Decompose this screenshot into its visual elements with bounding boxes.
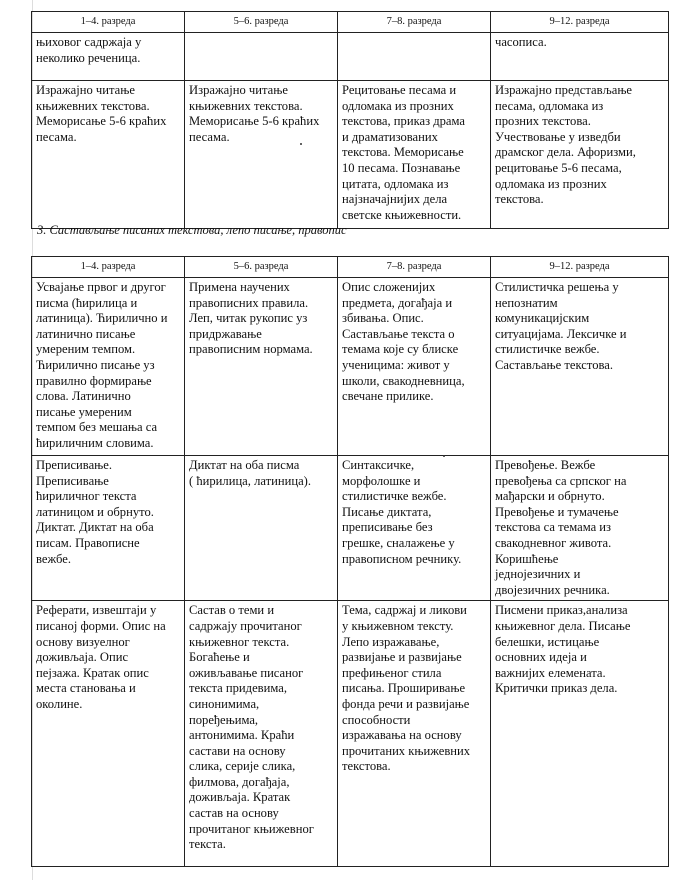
header-grades-1-4: 1–4. разреда (32, 257, 185, 278)
table-cell: Стилистичка решења у непознатим комуникацијским ситуацијама. Лексичке и стилистичке вежбе. Састављање текстова. (491, 278, 669, 456)
table-cell: Усвајање првог и другог писма (ћирилица и латиница). Ћирилично и латинично писање умереним темпом. Ћирилично писање уз правилно формирање слова. Латинично писање умереним темпом без мешања са ћириличним словима. (32, 278, 185, 456)
table-cell: часописа. (491, 33, 669, 81)
reading-table (31, 11, 669, 229)
table-cell: њиховог садржаја у неколико реченица. (32, 33, 185, 81)
table-row (32, 81, 669, 229)
table-row (32, 33, 669, 81)
header-grades-5-6: 5–6. разреда (185, 12, 338, 33)
header-grades-1-4: 1–4. разреда (32, 12, 185, 33)
table-cell: Опис сложенијих предмета, догађаја и збивања. Опис. Састављање текста о темама које су блиске ученицима: живот у школи, свакодневница, свечане прилике. (338, 278, 491, 456)
table-cell: Примена научених правописних правила. Леп, читак рукопис уз придржавање правописним нормама. (185, 278, 338, 456)
table-header-row (32, 12, 669, 33)
table-cell (338, 33, 491, 81)
table-cell: Реферати, извештаји у писаној форми. Опис на основу визуелног доживљаја. Опис пејзажа. Кратак опис места становања и околине. (32, 601, 185, 867)
table-cell: Синтаксичке, морфолошке и стилистичке вежбе. Писање диктата, преписивање без грешке, сналажење у правописном речнику. (338, 456, 491, 601)
table-cell: Састав о теми и садржају прочитаног књижевног текста. Богаћење и оживљавање писаног текста придевима, синонимима, поређењима, антонимима. Краћи састави на основу слика, серије слика, филмова, догађаја, доживљаја. Кратак састав на основу прочитаног књижевног текста. (185, 601, 338, 867)
table-cell: Преписивање. Преписивање ћириличног текста латиницом и обрнуто. Диктат. Диктат на оба писам. Правописне вежбе. (32, 456, 185, 601)
header-grades-7-8: 7–8. разреда (338, 257, 491, 278)
scan-speck (300, 143, 302, 145)
header-grades-9-12: 9–12. разреда (491, 257, 669, 278)
table-cell: Изражајно читање књижевних текстова. Меморисање 5-6 краћих песама. (32, 81, 185, 229)
header-grades-7-8: 7–8. разреда (338, 12, 491, 33)
table-cell: Тема, садржај и ликови у књижевном тексту. Лепо изражавање, развијање и развијање префињеног стила писања. Проширивање фонда речи и развијање способности изражавања на основу прочитаних књижевних текстова. (338, 601, 491, 867)
table-row (32, 278, 669, 456)
header-grades-5-6: 5–6. разреда (185, 257, 338, 278)
scan-speck (443, 455, 445, 457)
table-cell: Диктат на оба писма ( ћирилица, латиница). (185, 456, 338, 601)
table-row (32, 456, 669, 601)
table-cell: Изражајно представљање песама, одломака из прозних текстова. Учествовање у изведби драмског дела. Афоризми, рецитовање 5-6 песама, одломака из прозних текстова. (491, 81, 669, 229)
table-row (32, 601, 669, 867)
table-cell (185, 33, 338, 81)
table-cell: Превођење. Вежбе превођења са српског на мађарски и обрнуто. Превођење и тумачење текстова са темама из свакодневног живота. Коришћење једнојезичних и двојезичних речника. (491, 456, 669, 601)
header-grades-9-12: 9–12. разреда (491, 12, 669, 33)
table-cell: Рецитовање песама и одломака из прозних текстова, приказ драма и драматизованих текстова. Меморисање 10 песама. Познавање цитата, одломака из најзначајнијих дела светске књижевности. (338, 81, 491, 229)
table-cell: Изражајно читање књижевних текстова. Меморисање 5-6 краћих песама. (185, 81, 338, 229)
writing-table (31, 256, 669, 867)
section-heading: 3. Састављање писаних текстова, лепо писање, правопис (37, 223, 347, 237)
table-cell: Писмени приказ,анализа књижевног дела. Писање белешки, истицање основних идеја и важнијих елемената. Критички приказ дела. (491, 601, 669, 867)
table-header-row (32, 257, 669, 278)
